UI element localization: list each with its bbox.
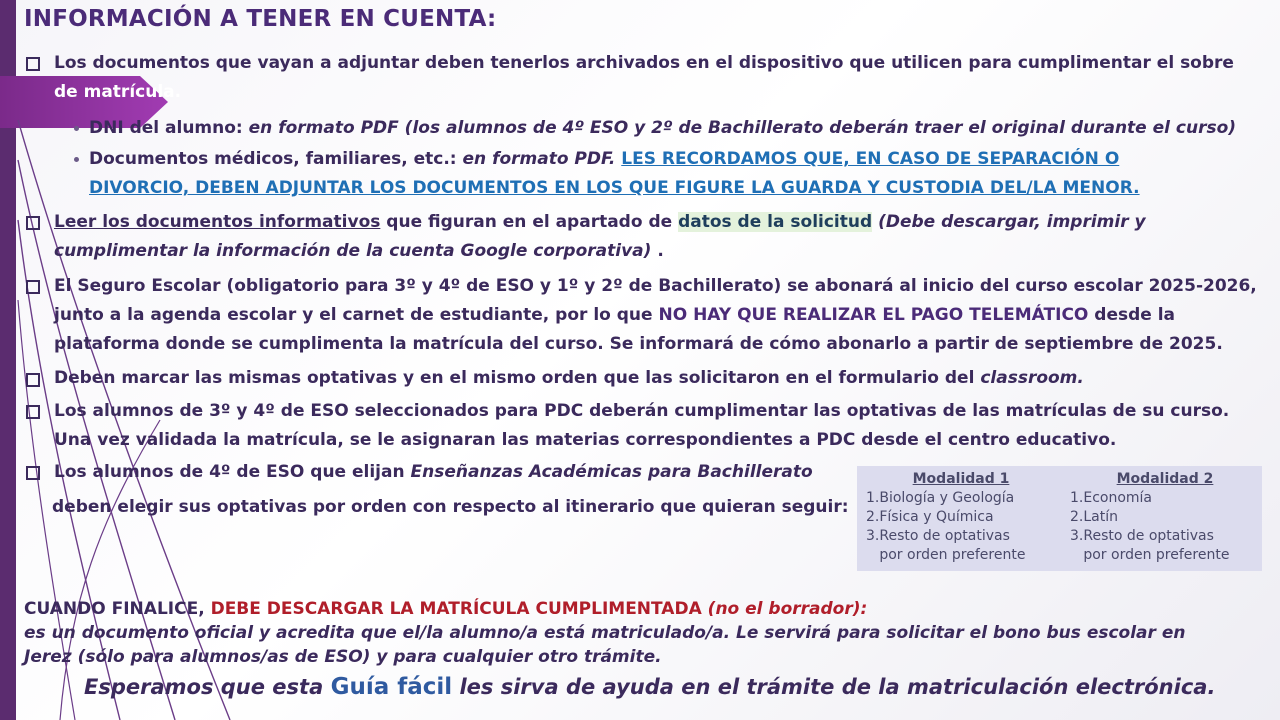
modalidades-table xyxy=(857,466,1262,571)
separation-link-cont[interactable]: DIVORCIO, DEBEN ADJUNTAR LOS DOCUMENTOS EN LOS QUE FIGURE LA GUARDA Y CUSTODIA DEL/LA MENOR. xyxy=(89,178,1140,198)
bullet-square xyxy=(26,466,40,480)
bullet-square xyxy=(26,57,40,71)
bullet-documents xyxy=(54,49,1264,107)
list-item: 2.Física y Química xyxy=(866,509,994,525)
bullet-square xyxy=(26,373,40,387)
guia-facil-label: Guía fácil xyxy=(330,674,453,700)
closing-message: Esperamos que esta Guía fácil les sirva de ayuda en el trámite de la matriculación electrónica. xyxy=(84,674,1216,700)
modalidad-2-column xyxy=(1070,470,1260,565)
bullet-square xyxy=(26,280,40,294)
bullet-pdc: Los alumnos de 3º y 4º de ESO seleccionados para PDC deberán cumplimentar las optativas de las matrículas de su curso. Una vez validada la matrícula, se le asignaran las materias correspondientes a PDC desde el centro educativo. xyxy=(54,401,1230,450)
separation-link[interactable]: LES RECORDAMOS QUE, EN CASO DE SEPARACIÓN O xyxy=(621,149,1120,169)
modalidad-2-header: Modalidad 2 xyxy=(1116,471,1214,487)
sub-dni: DNI del alumno: en formato PDF (los alumnos de 4º ESO y 2º de Bachillerato deberán traer el original durante el curso) xyxy=(89,118,1237,138)
list-item: 3.Resto de optativas xyxy=(1070,528,1214,544)
bullet-optativas: Deben marcar las mismas optativas y en el mismo orden que las solicitaron en el formulario del classroom. xyxy=(54,368,1084,388)
bullet-modalidades: Los alumnos de 4º de ESO que elijan Enseñanzas Académicas para Bachillerato xyxy=(54,462,813,482)
sub-bullet-dot xyxy=(74,126,79,131)
sub-bullet-dot xyxy=(74,157,79,162)
sub-medical-docs: Documentos médicos, familiares, etc.: en formato PDF. LES RECORDAMOS QUE, EN CASO DE SEPARACIÓN O DIVORCIO, DEBEN ADJUNTAR LOS DOCUMENTOS EN LOS QUE FIGURE LA GUARDA Y CUSTODIA DEL/LA MENOR. xyxy=(89,149,1140,198)
list-item: 1.Biología y Geología xyxy=(866,490,1015,506)
solicitud-data-highlight: datos de la solicitud xyxy=(678,212,873,232)
modalidad-1-header: Modalidad 1 xyxy=(912,471,1010,487)
bullet-modalidades-line2: deben elegir sus optativas por orden con respecto al itinerario que quieran seguir: xyxy=(52,497,849,517)
bullet-read-docs: Leer los documentos informativos que figuran en el apartado de datos de la solicitud (Debe descargar, imprimir y cumplimentar la información de la cuenta Google corporativa) . xyxy=(54,212,1146,261)
read-docs-link[interactable]: Leer los documentos informativos xyxy=(54,212,381,232)
bullet-documents-line2: de matrícula. xyxy=(54,82,182,102)
list-item: 1.Economía xyxy=(1070,490,1153,506)
list-item: 3.Resto de optativas xyxy=(866,528,1010,544)
bullet-documents-line1: Los documentos que vayan a adjuntar deben tenerlos archivados en el dispositivo que utilicen para cumplimentar el sobre xyxy=(54,53,1234,73)
list-item: por orden preferente xyxy=(1070,547,1230,563)
bullet-seguro-escolar: El Seguro Escolar (obligatorio para 3º y 4º de ESO y 1º y 2º de Bachillerato) se abonará al inicio del curso escolar 2025-2026, junto a la agenda escolar y el carnet de estudiante, por lo que NO HAY QUE REALIZAR EL PAGO TELEMÁTICO desde la plataforma donde se cumplimenta la matrícula del curso. Se informará de cómo abonarlo a partir de septiembre de 2025. xyxy=(54,276,1257,354)
bullet-square xyxy=(26,405,40,419)
list-item: 2.Latín xyxy=(1070,509,1118,525)
bullet-square xyxy=(26,216,40,230)
modalidad-1-column xyxy=(866,470,1056,565)
footer-notice: CUANDO FINALICE, DEBE DESCARGAR LA MATRÍCULA CUMPLIMENTADA (no el borrador): es un documento oficial y acredita que el/la alumno/a está matriculado/a. Le servirá para solicitar el bono bus escolar en Jerez (sólo para alumnos/as de ESO) y para cualquier otro trámite. xyxy=(24,599,1186,667)
page-title: INFORMACIÓN A TENER EN CUENTA: xyxy=(24,6,497,32)
list-item: por orden preferente xyxy=(866,547,1026,563)
